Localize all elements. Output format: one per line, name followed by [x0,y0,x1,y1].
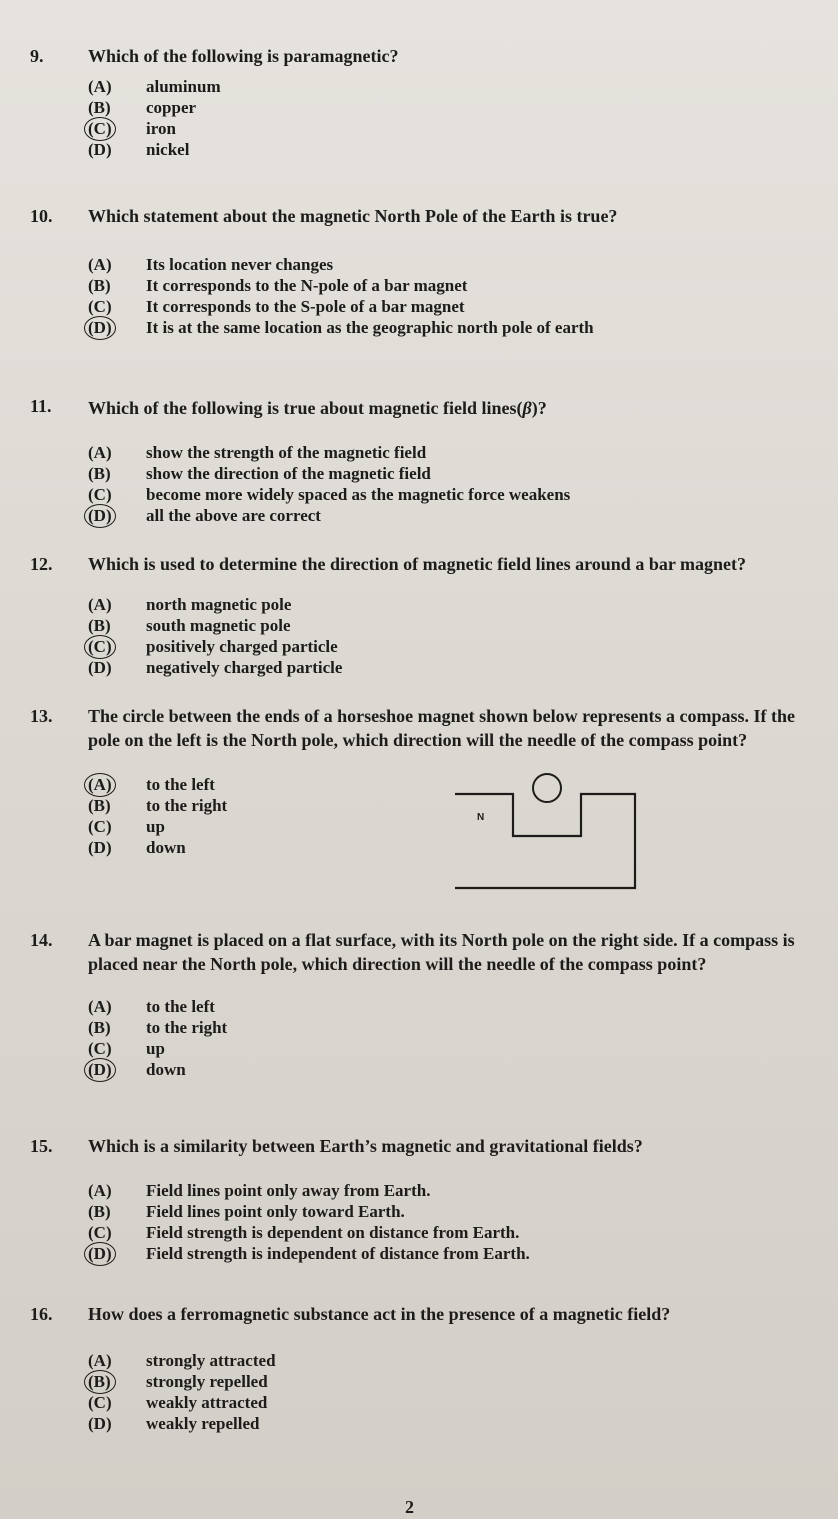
option-letter: (C) [88,1039,112,1058]
option-letter: (B) [88,1018,111,1037]
field-symbol: β [522,398,532,418]
option-text: north magnetic pole [146,595,292,614]
question-16 [30,1302,820,1434]
option-text: Its location never changes [146,255,334,274]
option-letter: (B) [88,796,111,815]
option-b[interactable] [88,97,820,118]
option-text: show the direction of the magnetic field [146,464,431,483]
option-text: negatively charged particle [146,658,343,677]
option-letter: (D) [88,1414,112,1433]
option-letter: (A) [88,1181,112,1200]
option-text: become more widely spaced as the magnetic force weakens [146,485,571,504]
question-text: Which of the following is paramagnetic? [88,46,399,66]
question-number: 11. [30,396,52,416]
question-15 [30,1134,820,1264]
option-b[interactable] [88,275,820,296]
option-a[interactable] [88,1350,820,1371]
option-letter: (A) [88,255,112,274]
option-c[interactable] [88,1038,820,1059]
option-letter: (D) [88,838,112,857]
option-letter: (A) [88,77,112,96]
option-c[interactable] [88,296,820,317]
option-text: Field lines point only away from Earth. [146,1181,431,1200]
option-letter: (C) [88,817,112,836]
option-text: positively charged particle [146,637,338,656]
question-text-main: Which of the following is true about magnetic field lines( [88,398,523,418]
north-pole-label: N [477,812,485,823]
option-a[interactable] [88,254,820,275]
option-text: south magnetic pole [146,616,291,635]
question-text: How does a ferromagnetic substance act in the presence of a magnetic field? [88,1304,671,1324]
option-text: up [146,817,165,836]
option-b[interactable] [88,1201,820,1222]
horseshoe-magnet-figure [455,768,645,898]
option-letter-circled: (C) [88,118,146,139]
option-letter-circled: (D) [88,505,146,526]
option-letter: (A) [88,997,112,1016]
question-text: A bar magnet is placed on a flat surface, with its North pole on the right side. If a compass is placed near the North pole, which direction will the needle of the compass point? [88,930,795,974]
option-text: all the above are correct [146,506,321,525]
option-text: show the strength of the magnetic field [146,443,427,462]
option-d[interactable] [88,837,820,858]
option-c[interactable] [88,484,820,505]
option-d[interactable] [88,657,820,678]
option-a[interactable] [88,594,820,615]
option-a[interactable] [88,1180,820,1201]
option-letter: (C) [88,1223,112,1242]
option-b[interactable] [88,463,820,484]
option-text: weakly attracted [146,1393,268,1412]
option-c[interactable] [88,816,820,837]
option-c[interactable] [88,1222,820,1243]
question-number: 10. [30,206,53,226]
option-d[interactable] [88,1243,820,1264]
option-text: It corresponds to the S-pole of a bar magnet [146,297,465,316]
option-letter: (C) [88,485,112,504]
option-text: to the right [146,796,228,815]
option-text: copper [146,98,197,117]
option-text: Field strength is independent of distance from Earth. [146,1244,530,1263]
option-b[interactable] [88,615,820,636]
option-b[interactable] [88,1017,820,1038]
option-letter: (A) [88,1351,112,1370]
option-text: Field lines point only toward Earth. [146,1202,405,1221]
option-c[interactable] [88,636,820,657]
option-b[interactable] [88,795,820,816]
option-letter: (B) [88,464,111,483]
question-text: Which statement about the magnetic North Pole of the Earth is true? [88,206,618,226]
option-text: to the left [146,775,215,794]
question-number: 12. [30,554,53,574]
question-number: 9. [30,46,44,66]
option-a[interactable] [88,442,820,463]
option-letter-circled: (D) [88,317,146,338]
option-text: down [146,838,186,857]
option-d[interactable] [88,505,820,526]
horseshoe-magnet-outline [455,794,635,888]
question-11 [30,394,820,526]
option-text: to the right [146,1018,228,1037]
option-text: up [146,1039,165,1058]
option-letter: (C) [88,297,112,316]
option-letter: (C) [88,1393,112,1412]
option-text: It corresponds to the N-pole of a bar magnet [146,276,468,295]
option-d[interactable] [88,317,820,338]
option-letter: (D) [88,658,112,677]
question-13 [30,704,820,858]
option-text: It is at the same location as the geographic north pole of earth [146,318,594,337]
question-12 [30,552,820,678]
option-letter-circled: (B) [88,1371,146,1392]
question-number: 15. [30,1136,53,1156]
question-number: 13. [30,706,53,726]
option-letter-circled: (D) [88,1243,146,1264]
option-d[interactable] [88,1059,820,1080]
option-a[interactable] [88,76,820,97]
option-letter: (B) [88,616,111,635]
option-letter-circled: (D) [88,1059,146,1080]
option-text: to the left [146,997,215,1016]
option-text: nickel [146,140,190,159]
option-letter: (D) [88,140,112,159]
option-d[interactable] [88,139,820,160]
option-c[interactable] [88,118,820,139]
option-c[interactable] [88,1392,820,1413]
option-letter: (A) [88,443,112,462]
question-number: 14. [30,930,53,950]
question-14 [30,928,820,1080]
option-text: strongly attracted [146,1351,276,1370]
option-a[interactable] [88,774,820,795]
page-number: 2 [405,1497,414,1517]
compass-circle [533,774,561,802]
question-10 [30,204,820,338]
option-letter: (B) [88,98,111,117]
question-number: 16. [30,1304,53,1324]
question-text: Which is a similarity between Earth’s magnetic and gravitational fields? [88,1136,643,1156]
question-text: The circle between the ends of a horseshoe magnet shown below represents a compass. If the pole on the left is the North pole, which direction will the needle of the compass point? [88,706,795,750]
option-letter: (B) [88,276,111,295]
question-9 [30,44,820,160]
option-text: down [146,1060,186,1079]
option-letter-circled: (C) [88,636,146,657]
option-text: weakly repelled [146,1414,260,1433]
question-text: Which is used to determine the direction of magnetic field lines around a bar magnet? [88,554,746,574]
option-d[interactable] [88,1413,820,1434]
option-text: aluminum [146,77,221,96]
question-text [88,394,820,420]
option-letter: (B) [88,1202,111,1221]
option-text: strongly repelled [146,1372,268,1391]
option-a[interactable] [88,996,820,1017]
question-text-tail: )? [531,398,547,418]
option-text: Field strength is dependent on distance from Earth. [146,1223,520,1242]
option-text: iron [146,119,176,138]
option-letter-circled: (A) [88,774,146,795]
option-b[interactable] [88,1371,820,1392]
option-letter: (A) [88,595,112,614]
